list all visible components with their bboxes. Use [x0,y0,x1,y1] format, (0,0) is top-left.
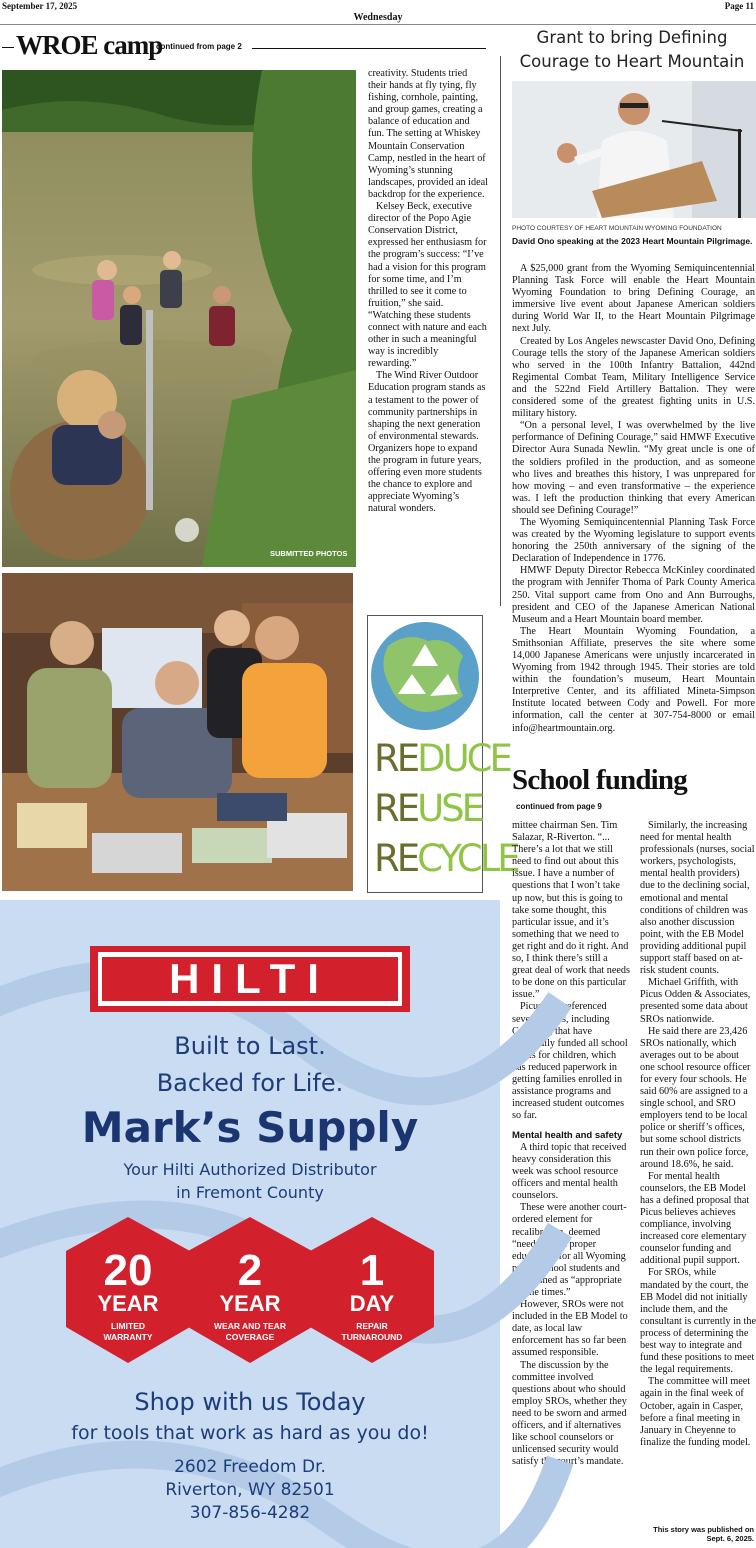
paragraph: Michael Griffith, with Picus Odden & Associates, presented some data about SROs nationwide. [640,977,751,1025]
paragraph: For SROs, while mandated by the court, the EB Model did not initially include them, and the consultant is currently in the process of determining the best way to integrate and fund these positions to meet the legal requirements. [640,1267,756,1376]
reduce-line [374,734,510,784]
wroe-headline: WROE camp [16,30,163,60]
paragraph: For mental health counselors, the EB Model has a defined proposal that Picus believes achieves compliance, involving increased core elementary counselor funding and additional pupil support. [640,1170,750,1267]
reuse-line [374,784,483,834]
paragraph: The discussion by the committee involved questions about who should employ SROs, whether they need to be sworn and armed officers, and if alternatives like school counselors or unlicensed security would satisfy the court’s mandate. [512,1359,627,1468]
reuse-suffix: USE [417,787,483,830]
recycle-globe-icon [368,616,482,736]
section-subhead: Mental health and safety [512,1130,623,1142]
paragraph: Kelsey Beck, executive director of the Popo Agie Conservation District, expressed her enthusiasm for the program’s success: “I’ve had a vision for this program for some time, and I’m thrilled to see it come to fruition,” she said. “Watching these students connect with nature and each other in such a meaningful way is incredibly rewarding.” [368,201,487,370]
re-prefix: RE [374,837,418,880]
photo-caption: David Ono speaking at the 2023 Heart Mountain Pilgrimage. [512,236,753,246]
wroe-rule-left [2,47,14,48]
paragraph: A $25,000 grant from the Wyoming Semiquincentennial Planning Task Force will enable the Heart Mountain Wyoming Foundation to bring Defining Courage, an immersive live event about Japanese American soldiers during World War II, to the Heart Mountain Pilgrimage next July. [512,263,755,335]
recycle-suffix: CYCLE [417,837,518,880]
paragraph: mittee chairman Sen. Tim Salazar, R-Riverton. “... There’s a lot that we still need to find out about this issue. I have a number of questions that I won’t take up now, but this is going to take some thought, this particular issue, and it’s something that we need to get right and do it right. And so, I think there’s still a great deal of work that needs to be done on this particular issue.” [512,820,630,1001]
badge-1-day [310,1217,434,1363]
speaker-photo [512,81,756,218]
paragraph: “On a personal level, I was overwhelmed by the live performance of Defining Courage,” said HMWF Executive Director Aura Sunada Newlin. “My great uncle is one of the soldiers profiled in the production, and as someone who lives and breathes this history, I was unprepared for how moving – and even transformative – the experience was. I left the production thinking that every American should see Defining Courage!” [512,420,755,516]
paragraph: These were another court-ordered element for recalibration, deemed “needed for a proper education” for all Wyoming public school students and established as “appropriate for the times.” [512,1202,627,1298]
photo-credit: SUBMITTED PHOTOS [270,549,348,558]
issue-day: Wednesday [353,12,403,23]
paragraph: The committee will meet again in the final week of October, again in Casper, before a final meeting in January in Cheyenne to finalize the funding model. [640,1376,751,1448]
hilti-advertisement [0,900,500,1548]
published-note: This story was published on Sept. 6, 2025. [653,1525,754,1543]
svg-text:WARRANTY: WARRANTY [103,1332,153,1342]
distributor-line: Your Hilti Authorized Distributor in Fremont County [123,1160,377,1202]
svg-text:YEAR: YEAR [97,1291,159,1316]
school-headline: School funding [512,764,687,796]
hilti-logo: HILTI [90,946,410,1012]
re-prefix: RE [374,787,418,830]
svg-text:TURNAROUND: TURNAROUND [341,1332,403,1342]
shop-headline: Shop with us Today [134,1388,366,1416]
svg-text:2: 2 [237,1246,263,1295]
page-number: Page 11 [724,1,754,11]
fly-tying-photo [2,573,353,891]
paragraph: However, SROs were not included in the EB Model to date, as local law enforcement has so far been assumed responsible. [512,1299,628,1359]
stream-photo [2,70,356,567]
wroe-continued: continued from page 2 [156,42,242,51]
recycle-ad [367,615,518,893]
grant-article-text [512,263,755,735]
ad-tagline: Built to Last. Backed for Life. [156,1032,344,1097]
photo-credit: PHOTO COURTESY OF HEART MOUNTAIN WYOMING FOUNDATION [512,225,722,232]
grant-headline: Grant to bring Defining Courage to Heart Mountain [519,28,745,71]
paragraph: The Wyoming Semiquincentennial Planning Task Force was created by the Wyoming legislature to support events honoring the 250th anniversary of the signing of the Declaration of Independence in 1776. [512,516,755,565]
paragraph: Similarly, the increasing need for mental health professionals (nurses, social workers, psychologists, mental health providers) due to the declining social, emotional and mental conditions of children was also another discussion point, with the EB Model providing additional pupil support staff based on at-risk student counts. [640,820,755,977]
paragraph: Picus also referenced several states, including Colorado, that have essentially funded all school meals for children, which has reduced paperwork in getting families enrolled in assistance programs and increased student outcomes so far. [512,1001,628,1122]
svg-text:REPAIR: REPAIR [356,1321,388,1331]
paragraph: A third topic that received heavy consideration this week was school resource officers and mental health counselors. [512,1141,627,1202]
paragraph: creativity. Students tried their hands at fly tying, fly fishing, cornhole, painting, and group games, creating a balance of education and fun. The setting at Whiskey Mountain Conservation Camp, nestled in the heart of Wyoming’s stunning landscapes, provided an ideal backdrop for the experience. [368,68,488,200]
svg-text:YEAR: YEAR [219,1291,281,1316]
reduce-suffix: DUCE [417,737,510,780]
paragraph: He said there are 23,426 SROs nationally, which averages out to be about one school resource officer for every four schools. He said 60% are assigned to a single school, and SRO employers tend to be local police or sheriff’s offices, but some school districts run their own police force, around 18.6%, he said. [640,1025,751,1170]
svg-text:20: 20 [103,1246,153,1295]
school-column-2 [640,820,756,1449]
paragraph: Created by Los Angeles newscaster David Ono, Defining Courage tells the story of the Japanese American soldiers who served in the 100th Infantry Battalion, 442nd Regimental Combat Team, Military Intelligence Service and the 522nd Field Artillery Battalion. They were considered some of the greatest fighting units in U.S. military history. [512,335,755,420]
column-rule [500,56,501,606]
school-column-1 [512,820,630,1468]
issue-date: September 17, 2025 [2,1,78,11]
wroe-rule-right [252,48,486,49]
wroe-article-text [368,68,488,515]
re-prefix: RE [374,737,418,780]
svg-text:DAY: DAY [349,1291,395,1316]
svg-text:WEAR AND TEAR: WEAR AND TEAR [214,1321,286,1331]
store-address: 2602 Freedom Dr. Riverton, WY 82501 307-856-4282 [0,1456,500,1525]
header-rule [0,24,756,25]
badge-2-year [188,1217,312,1363]
svg-text:LIMITED: LIMITED [111,1321,145,1331]
store-phone: 307-856-4282 [189,1503,311,1523]
svg-text:1: 1 [359,1246,385,1295]
school-continued: continued from page 9 [516,802,602,811]
recycle-line [374,834,518,884]
shop-subline: for tools that work as hard as you do! [71,1422,429,1444]
warranty-badges [0,1215,500,1375]
store-name: Mark’s Supply [81,1103,419,1152]
paragraph: The Wind River Outdoor Education program stands as a testament to the power of community partnerships in shaping the next generation of environmental stewards. Organizers hope to expand the program in future years, offering even more students the chance to explore and appreciate Wyoming’s natural wonders. [368,370,486,515]
badge-20-year [66,1217,190,1363]
svg-text:COVERAGE: COVERAGE [225,1332,275,1342]
paragraph: The Heart Mountain Wyoming Foundation, a Smithsonian Affiliate, preserves the site where some 14,000 Japanese Americans were unjustly incarcerated in Wyoming from 1942 through 1945. Their stories are told within the foundation’s museum, Heart Mountain Interpretive Center, and its affiliated Mineta-Simpson Institute located between Cody and Powell. For more information, call the center at 307-754-8000 or email info@heartmountain.org. [512,625,755,734]
paragraph: HMWF Deputy Director Rebecca McKinley coordinated the program with Jennifer Thoma of Park County America 250. Vital support came from Ono and Ann Burroughs, president and CEO of the Japanese American National Museum and a Heart Mountain board member. [512,565,755,625]
